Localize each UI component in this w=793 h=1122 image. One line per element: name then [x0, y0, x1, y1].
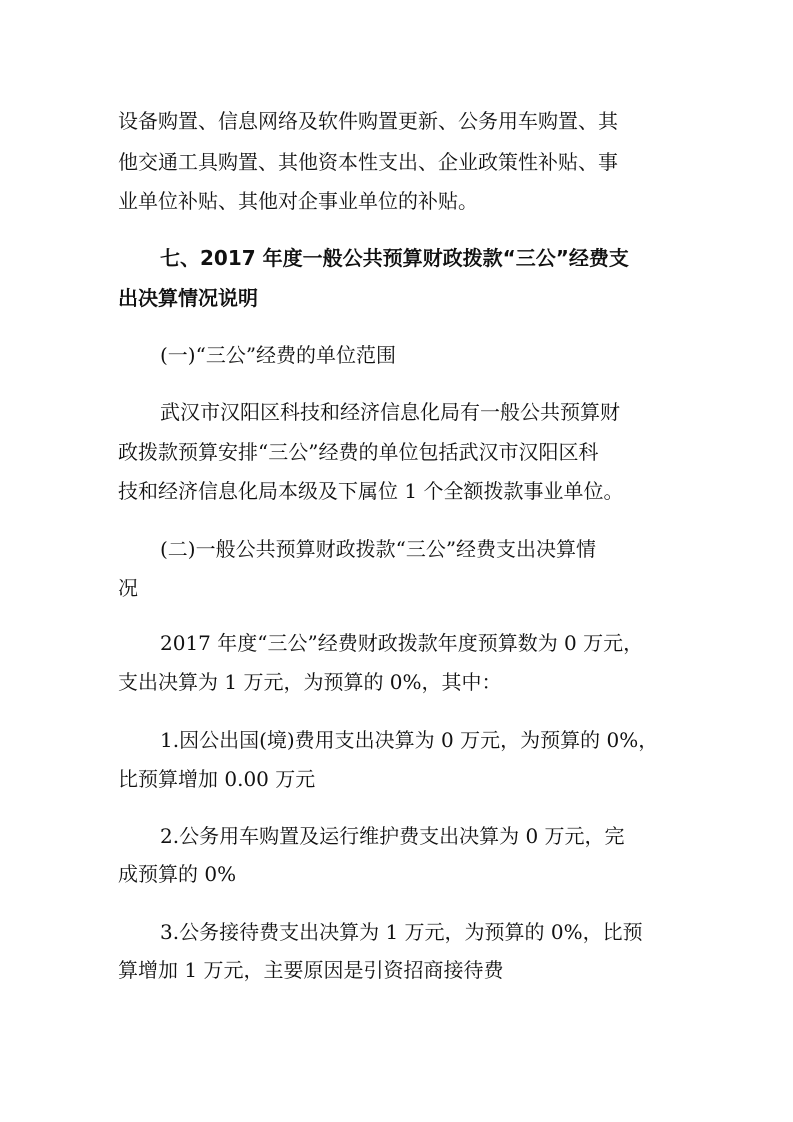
- list-item-line: 比预算增加 0.00 万元: [118, 767, 316, 791]
- list-item-line: 2.公务用车购置及运行维护费支出决算为 0 万元，完: [160, 824, 625, 848]
- body-text-line: 技和经济信息化局本级及下属位 1 个全额拨款事业单位。: [118, 479, 624, 503]
- body-text-line: 政拨款预算安排“三公”经费的单位包括武汉市汉阳区科: [118, 440, 599, 464]
- body-text-line: 2017 年度“三公”经费财政拨款年度预算数为 0 万元，: [160, 631, 644, 655]
- list-item-line: 3.公务接待费支出决算为 1 万元，为预算的 0%，比预: [160, 920, 643, 944]
- subsection-heading: 况: [118, 576, 138, 600]
- list-item-line: 1.因公出国(境)费用支出决算为 0 万元，为预算的 0%，: [160, 728, 659, 752]
- subsection-heading: (一)“三公”经费的单位范围: [160, 343, 397, 367]
- list-item-line: 算增加 1 万元，主要原因是引资招商接待费: [118, 958, 504, 982]
- body-text-line: 武汉市汉阳区科技和经济信息化局有一般公共预算财: [160, 400, 620, 424]
- body-text-line: 他交通工具购置、其他资本性支出、企业政策性补贴、事: [118, 150, 618, 174]
- section-heading: 七、2017 年度一般公共预算财政拨款“三公”经费支: [160, 246, 629, 270]
- body-text-line: 业单位补贴、其他对企事业单位的补贴。: [118, 189, 478, 213]
- section-heading: 出决算情况说明: [118, 286, 258, 310]
- subsection-heading: (二)一般公共预算财政拨款“三公”经费支出决算情: [160, 537, 597, 561]
- body-text-line: 设备购置、信息网络及软件购置更新、公务用车购置、其: [118, 109, 618, 133]
- body-text-line: 支出决算为 1 万元，为预算的 0%，其中：: [118, 670, 502, 694]
- list-item-line: 成预算的 0%: [118, 862, 237, 886]
